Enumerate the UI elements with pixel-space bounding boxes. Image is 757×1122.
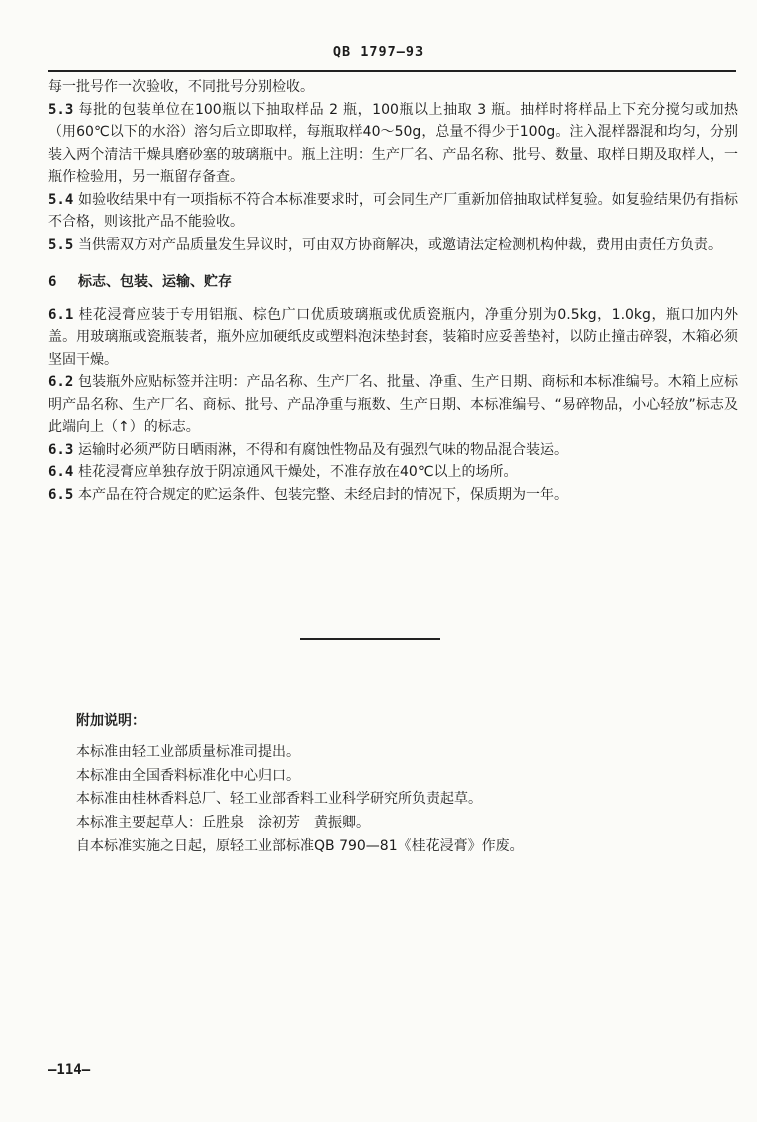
- additional-notes: [76, 710, 716, 858]
- header-rule: [48, 70, 736, 72]
- clause-number: 6.5: [48, 486, 74, 503]
- notes-title: 附加说明：: [76, 713, 146, 729]
- clause-5-4: [48, 189, 738, 234]
- clause-number: 6.4: [48, 464, 74, 480]
- section-number: 6: [48, 274, 57, 290]
- section-title: 标志、包装、运输、贮存: [78, 274, 232, 290]
- clause-text: 桂花浸膏应装于专用铝瓶、棕色广口优质玻璃瓶或优质瓷瓶内，净重分别为0.5kg，1.0kg，瓶口加内外盖。用玻璃瓶或瓷瓶装者，瓶外应加硬纸皮或塑料泡沫垫封套，装箱时应妥善垫衬，以防止撞击碎裂，木箱必须坚固干燥。: [48, 306, 738, 368]
- clause-number: 5.5: [48, 236, 74, 253]
- clause-6-3: [48, 439, 738, 462]
- end-of-text-rule: [300, 638, 440, 640]
- document-header: QB 1797—93: [332, 44, 425, 60]
- clause-text: 如验收结果中有一项指标不符合本标准要求时，可会同生产厂重新加倍抽取试样复验。如复验结果仍有指标不合格，则该批产品不能验收。: [48, 191, 738, 230]
- clause-6-4: [48, 461, 738, 484]
- notes-line: 本标准由桂林香料总厂、轻工业部香料工业科学研究所负责起草。: [76, 791, 482, 808]
- clause-text: 当供需双方对产品质量发生异议时，可由双方协商解决，或邀请法定检测机构仲裁，费用由责任方负责。: [78, 236, 722, 253]
- clause-number: 6.3: [48, 441, 74, 458]
- clause-number: 6.1: [48, 306, 74, 323]
- section-6-heading: [48, 271, 738, 294]
- clause-number: 5.3: [48, 101, 74, 118]
- clause-6-5: [48, 484, 738, 507]
- clause-6-2: [48, 371, 738, 439]
- notes-line: 本标准由轻工业部质量标准司提出。: [76, 744, 300, 761]
- clause-text: 桂花浸膏应单独存放于阴凉通风干燥处，不准存放在40℃以上的场所。: [78, 464, 518, 480]
- notes-line: 自本标准实施之日起，原轻工业部标准QB 790—81《桂花浸膏》作废。: [76, 838, 524, 855]
- clause-number: 6.2: [48, 374, 74, 390]
- notes-line: 本标准主要起草人：丘胜泉 涂初芳 黄振卿。: [76, 814, 370, 831]
- clause-text: 本产品在符合规定的贮运条件、包装完整、未经启封的情况下，保质期为一年。: [78, 486, 568, 503]
- lead-paragraph: 每一批号作一次验收，不同批号分别检收。: [48, 79, 314, 95]
- document-body: [48, 76, 738, 506]
- clause-number: 5.4: [48, 191, 74, 208]
- clause-6-1: [48, 304, 738, 372]
- clause-text: 每批的包装单位在100瓶以下抽取样品 2 瓶，100瓶以上抽取 3 瓶。抽样时将样品上下充分搅匀或加热（用60℃以下的水浴）溶匀后立即取样，每瓶取样40～50g，总量不得少于100g。注入混样器混和均匀，分别装入两个清洁干燥具磨砂塞的玻璃瓶中。瓶上注明：生产厂名、产品名称、批号、数量、取样日期及取样人，一瓶作检验用，另一瓶留存备查。: [48, 101, 738, 185]
- clause-5-5: [48, 234, 738, 257]
- clause-5-3: [48, 99, 738, 189]
- clause-text: 包装瓶外应贴标签并注明：产品名称、生产厂名、批量、净重、生产日期、商标和本标准编号。木箱上应标明产品名称、生产厂名、商标、批号、产品净重与瓶数、生产日期、本标准编号、“易碎物品，小心轻放”标志及此端向上（↑）的标志。: [48, 374, 738, 435]
- clause-text: 运输时必须严防日晒雨淋，不得和有腐蚀性物品及有强烈气味的物品混合装运。: [78, 441, 568, 458]
- page-number: —114—: [48, 1062, 91, 1078]
- notes-line: 本标准由全国香料标准化中心归口。: [76, 767, 300, 784]
